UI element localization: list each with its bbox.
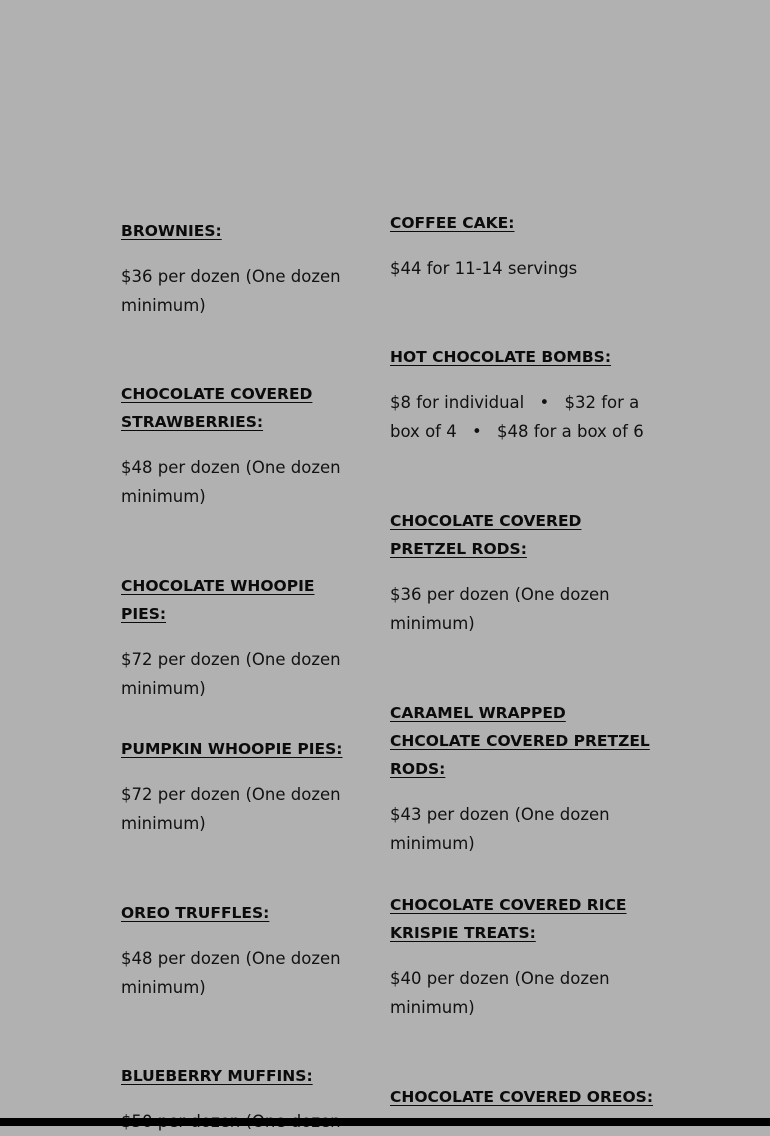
item-title: CHOCOLATE COVERED PRETZEL RODS: xyxy=(390,512,582,558)
price-option: $32 for a box of 4 xyxy=(390,393,640,441)
item-title: COFFEE CAKE: xyxy=(390,214,515,232)
item-price: $36 per dozen (One dozen minimum) xyxy=(121,267,341,315)
menu-item-chocolate-whoopie-pies xyxy=(121,572,361,703)
bullet-separator: • xyxy=(471,422,482,441)
item-title: CHOCOLATE COVERED RICE KRISPIE TREATS: xyxy=(390,896,627,942)
price-option: $48 for a box of 6 xyxy=(496,422,644,441)
item-price: $48 per dozen (One dozen minimum) xyxy=(121,949,341,997)
item-price: $36 per dozen (One dozen minimum) xyxy=(390,585,610,633)
item-price: $40 per dozen (One dozen minimum) xyxy=(390,969,610,1017)
bullet-separator: • xyxy=(539,393,550,412)
menu-item-chocolate-covered-oreos xyxy=(390,1083,658,1111)
price-option: $8 for individual xyxy=(390,393,525,412)
bottom-bar xyxy=(0,1118,770,1126)
item-title: CHOCOLATE COVERED STRAWBERRIES: xyxy=(121,385,313,431)
menu-item-chocolate-covered-rice-krispie-treats xyxy=(390,891,658,1022)
item-title: CHOCOLATE WHOOPIE PIES: xyxy=(121,577,315,623)
item-price xyxy=(390,388,658,446)
menu-item-hot-chocolate-bombs xyxy=(390,343,658,446)
item-title: PUMPKIN WHOOPIE PIES: xyxy=(121,740,343,758)
menu-item-pumpkin-whoopie-pies xyxy=(121,735,361,838)
item-price: $44 for 11-14 servings xyxy=(390,259,578,278)
item-title: HOT CHOCOLATE BOMBS: xyxy=(390,348,612,366)
item-price: $72 per dozen (One dozen minimum) xyxy=(121,650,341,698)
menu-item-chocolate-covered-pretzel-rods xyxy=(390,507,658,638)
item-price: $43 per dozen (One dozen minimum) xyxy=(390,805,610,853)
item-title: BROWNIES: xyxy=(121,222,222,240)
item-title: CARAMEL WRAPPED CHCOLATE COVERED PRETZEL RODS: xyxy=(390,704,650,778)
item-title: OREO TRUFFLES: xyxy=(121,904,270,922)
menu-item-caramel-wrapped-pretzel-rods xyxy=(390,699,658,858)
item-price: $72 per dozen (One dozen minimum) xyxy=(121,785,341,833)
item-title: BLUEBERRY MUFFINS: xyxy=(121,1067,313,1085)
menu-item-oreo-truffles xyxy=(121,899,361,1002)
menu-item-brownies xyxy=(121,217,361,320)
item-price: $48 per dozen (One dozen minimum) xyxy=(121,458,341,506)
item-title: CHOCOLATE COVERED OREOS: xyxy=(390,1088,654,1106)
menu-item-chocolate-covered-strawberries xyxy=(121,380,361,511)
menu-item-coffee-cake xyxy=(390,209,658,283)
